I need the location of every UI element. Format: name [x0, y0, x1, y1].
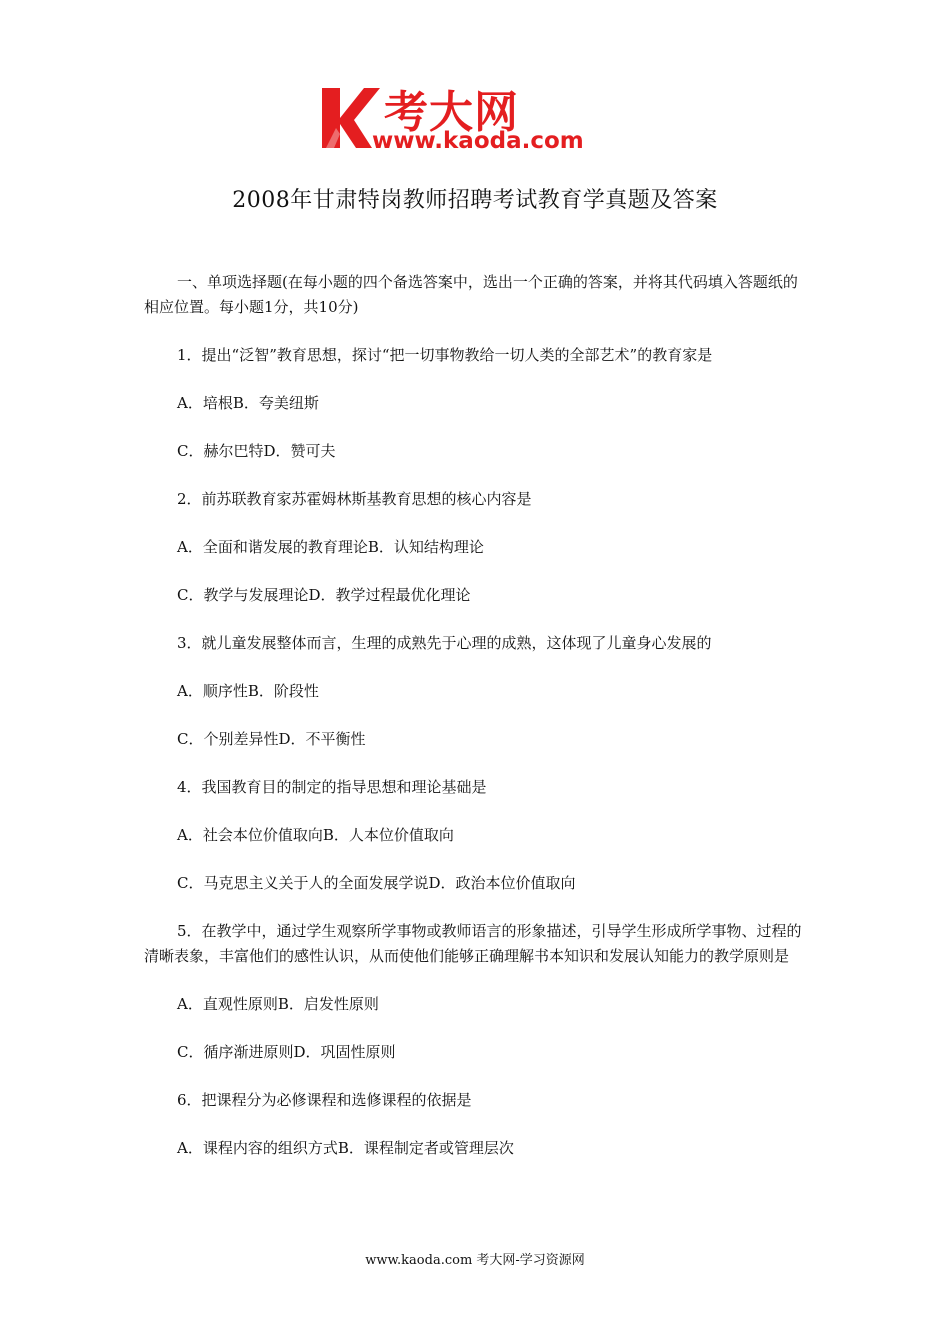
paragraph: A．全面和谐发展的教育理论B．认知结构理论	[177, 538, 484, 556]
paragraph: 5．在教学中，通过学生观察所学事物或教师语言的形象描述，引导学生形成所学事物、过程的清晰表象，丰富他们的感性认识，从而使他们能够正确理解书本知识和发展认知能力的教学原则是	[144, 922, 802, 965]
paragraph: A．直观性原则B．启发性原则	[177, 995, 379, 1013]
kaoda-logo	[318, 78, 638, 160]
paragraph: A．培根B．夸美纽斯	[177, 394, 319, 412]
paragraph: C．循序渐进原则D．巩固性原则	[177, 1043, 396, 1061]
paragraph: 2．前苏联教育家苏霍姆林斯基教育思想的核心内容是	[177, 490, 532, 508]
paragraph: A．课程内容的组织方式B．课程制定者或管理层次	[177, 1139, 514, 1157]
paragraph: A．顺序性B．阶段性	[177, 682, 319, 700]
logo-wordmark: 考大网	[384, 87, 519, 138]
paragraph: 4．我国教育目的制定的指导思想和理论基础是	[177, 778, 487, 796]
paragraph: C．个别差异性D．不平衡性	[177, 730, 366, 748]
paragraph: C．赫尔巴特D．赞可夫	[177, 442, 336, 460]
paragraph: 1．提出“泛智”教育思想，探讨“把一切事物教给一切人类的全部艺术”的教育家是	[177, 346, 713, 364]
paragraph: C．教学与发展理论D．教学过程最优化理论	[177, 586, 471, 604]
paragraph: C．马克思主义关于人的全面发展学说D．政治本位价值取向	[177, 874, 576, 892]
paragraph: 3．就儿童发展整体而言，生理的成熟先于心理的成熟，这体现了儿童身心发展的	[177, 634, 712, 652]
paragraph: A．社会本位价值取向B．人本位价值取向	[177, 826, 454, 844]
document-title: 2008年甘肃特岗教师招聘考试教育学真题及答案	[232, 188, 718, 213]
paragraph: 6．把课程分为必修课程和选修课程的依据是	[177, 1091, 472, 1109]
document-body	[144, 270, 812, 1184]
logo-url: www.kaoda.com	[372, 128, 584, 154]
page-footer: www.kaoda.com 考大网-学习资源网	[365, 1253, 585, 1268]
section-heading: 一、单项选择题(在每小题的四个备选答案中，选出一个正确的答案，并将其代码填入答题纸的相应位置。每小题1分，共10分)	[144, 273, 798, 316]
